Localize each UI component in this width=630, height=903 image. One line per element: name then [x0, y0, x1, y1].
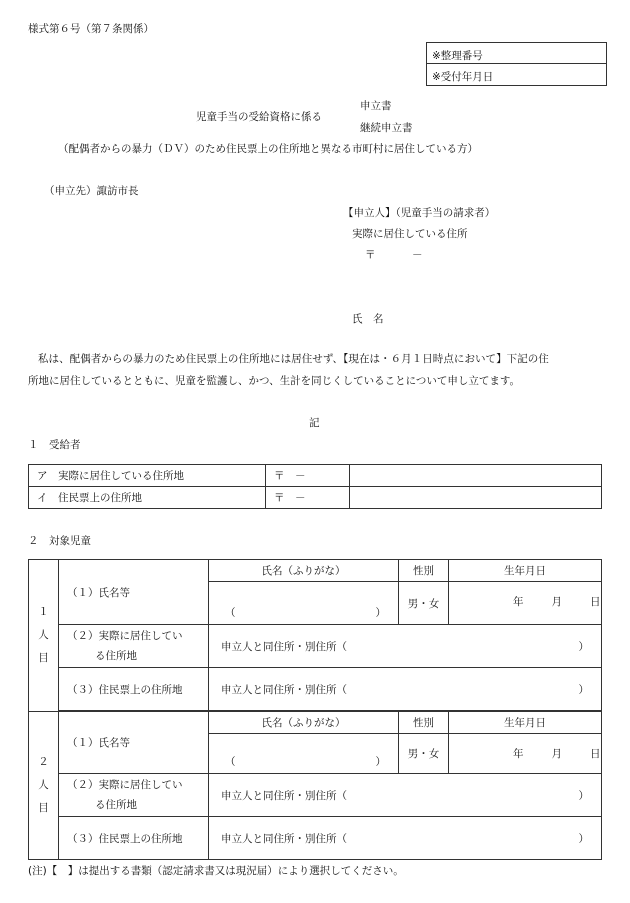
address-input-cell[interactable] — [350, 465, 602, 487]
dob-input[interactable]: 年 月 日 — [449, 734, 602, 774]
table-row — [29, 817, 602, 860]
actual-address-label: ア 実際に居住している住所地 — [29, 465, 266, 487]
footnote: (注)【 】は提出する書類（認定請求書又は現況届）により選択してください。 — [28, 865, 404, 877]
target-children-table — [28, 559, 602, 860]
sex-options[interactable]: 男・女 — [399, 582, 449, 625]
table-row — [29, 668, 602, 711]
postal-code-cell[interactable]: 〒 － — [266, 487, 350, 509]
statement-line-1: 私は、配偶者からの暴力のため住民票上の住所地には居住せず、【現在は・６月１日時点において】下記の住 — [38, 353, 549, 365]
child-registered-address-input[interactable]: 申立人と同住所・別住所（ ） — [209, 817, 602, 860]
title-option-application: 申立書 — [360, 100, 392, 112]
title-option-continuation: 継続申立書 — [360, 122, 413, 134]
sex-options[interactable]: 男・女 — [399, 734, 449, 774]
table-row — [29, 560, 602, 582]
recipient-address-table — [28, 464, 602, 509]
section2-heading: ２ 対象児童 — [28, 535, 91, 547]
ki-marker: 記 — [309, 417, 320, 429]
child-name-input[interactable]: （ ） — [209, 582, 399, 625]
child-index-2: ２ 人 目 — [29, 712, 59, 860]
child-actual-address-label: （２）実際に居住してい る住所地 — [59, 774, 209, 817]
received-date-label: ※受付年月日 — [432, 71, 494, 83]
applicant-address-label: 実際に居住している住所 — [352, 228, 468, 240]
form-number: 様式第６号（第７条関係） — [28, 23, 154, 35]
child-name-label: （１）氏名等 — [59, 712, 209, 774]
dob-input[interactable]: 年 月 日 — [449, 582, 602, 625]
child-name-input[interactable]: （ ） — [209, 734, 399, 774]
col-name-header: 氏名（ふりがな） — [209, 712, 399, 734]
child-registered-address-label: （３）住民票上の住所地 — [59, 668, 209, 711]
serial-number-label: ※整理番号 — [427, 43, 606, 64]
col-name-header: 氏名（ふりがな） — [209, 560, 399, 582]
address-input-cell[interactable] — [350, 487, 602, 509]
postal-dash: － — [412, 249, 423, 261]
child-registered-address-label: （３）住民票上の住所地 — [59, 817, 209, 860]
postal-mark: 〒 — [365, 249, 376, 261]
table-row — [29, 774, 602, 817]
col-dob-header: 生年月日 — [449, 712, 602, 734]
applicant-name-label: 氏 名 — [352, 313, 384, 325]
applicant-heading: 【申立人】（児童手当の請求者） — [343, 207, 496, 219]
office-use-box — [426, 42, 607, 86]
child-actual-address-input[interactable]: 申立人と同住所・別住所（ ） — [209, 625, 602, 668]
child-actual-address-input[interactable]: 申立人と同住所・別住所（ ） — [209, 774, 602, 817]
col-dob-header: 生年月日 — [449, 560, 602, 582]
postal-code-cell[interactable]: 〒 － — [266, 465, 350, 487]
title-subtitle: （配偶者からの暴力（ＤＶ）のため住民票上の住所地と異なる市町村に居住している方） — [58, 143, 478, 155]
child-name-label: （１）氏名等 — [59, 560, 209, 625]
section1-heading: １ 受給者 — [28, 439, 81, 451]
addressee: （申立先）諏訪市長 — [44, 185, 139, 197]
registered-address-label: イ 住民票上の住所地 — [29, 487, 266, 509]
table-row — [29, 625, 602, 668]
col-sex-header: 性別 — [399, 712, 449, 734]
child-registered-address-input[interactable]: 申立人と同住所・別住所（ ） — [209, 668, 602, 711]
table-row — [29, 712, 602, 734]
table-row — [29, 465, 602, 487]
col-sex-header: 性別 — [399, 560, 449, 582]
child-actual-address-label: （２）実際に居住してい る住所地 — [59, 625, 209, 668]
child-index-1: １ 人 目 — [29, 560, 59, 712]
statement-line-2: 所地に居住しているとともに、児童を監護し、かつ、生計を同じくしていることについて申し立てます。 — [28, 375, 521, 387]
table-row — [29, 487, 602, 509]
title-prefix: 児童手当の受給資格に係る — [196, 111, 322, 123]
